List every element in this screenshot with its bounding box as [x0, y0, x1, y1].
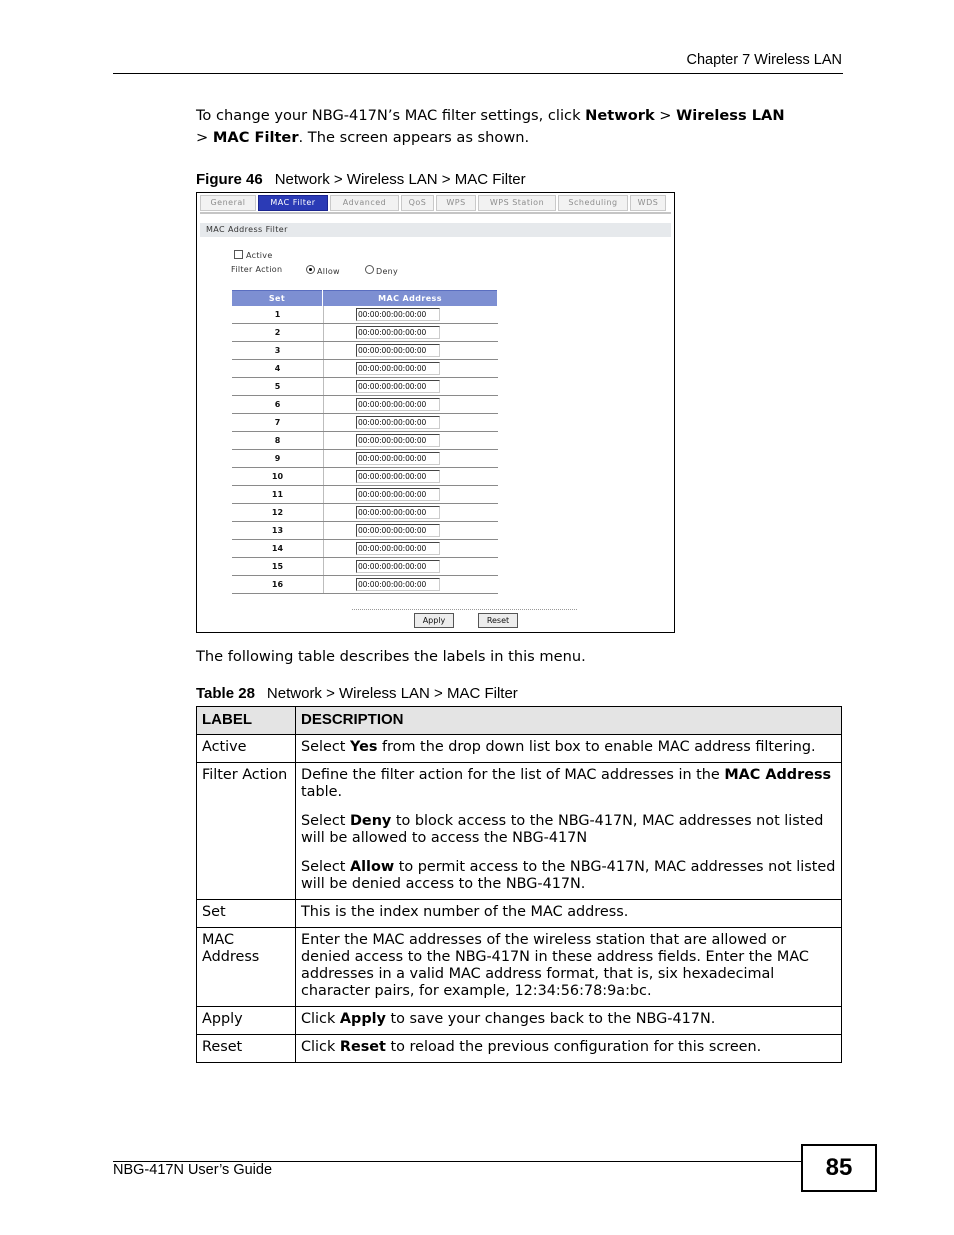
table-row: [232, 522, 498, 540]
mac-address-input[interactable]: 00:00:00:00:00:00: [356, 380, 440, 393]
desc-bold: Yes: [349, 739, 378, 755]
active-checkbox[interactable]: [234, 250, 243, 259]
desc-text: table.: [301, 784, 343, 800]
active-label: Active: [246, 251, 273, 260]
row-description-mac-address: Enter the MAC addresses of the wireless station that are allowed or denied access to the NBG-417N in these address fields. Enter the MAC addresses in a valid MAC address format, that is, six hexadecimal character pairs, for example, 12:34:56:78:9a:bc.: [296, 928, 842, 1007]
set-index: 8: [232, 432, 324, 449]
page-number-box: [801, 1144, 877, 1192]
mac-cell: [324, 414, 498, 431]
desc-paragraph: [301, 767, 836, 801]
table-row: [232, 342, 498, 360]
desc-text: to permit access to the NBG-417N, MAC addresses not listed will be denied access to the NBG-417N.: [301, 859, 836, 892]
mac-address-input[interactable]: 00:00:00:00:00:00: [356, 524, 440, 537]
mac-cell: [324, 558, 498, 575]
mac-column-header: MAC Address: [323, 290, 497, 306]
filter-action-label: Filter Action: [231, 265, 283, 274]
table-row: [232, 324, 498, 342]
set-index: 1: [232, 306, 324, 323]
row-label-reset: Reset: [197, 1035, 296, 1063]
figure-caption: [196, 171, 526, 188]
mac-address-input[interactable]: 00:00:00:00:00:00: [356, 488, 440, 501]
tab-general[interactable]: General: [200, 195, 256, 211]
page-number: 85: [825, 1154, 853, 1181]
mac-cell: [324, 360, 498, 377]
table-row: [232, 504, 498, 522]
section-header: [200, 223, 671, 237]
row-description-filter-action: [296, 763, 842, 900]
mac-cell: [324, 342, 498, 359]
set-index: 7: [232, 414, 324, 431]
table-row: [197, 1007, 842, 1035]
mac-address-input[interactable]: 00:00:00:00:00:00: [356, 344, 440, 357]
mac-cell: [324, 540, 498, 557]
label-description-table: [196, 706, 842, 1063]
mac-cell: [324, 396, 498, 413]
table-row: [232, 450, 498, 468]
desc-paragraph: [301, 813, 836, 847]
desc-text: Select: [301, 739, 350, 755]
figure-number: Figure 46: [196, 171, 263, 188]
mac-address-input[interactable]: 00:00:00:00:00:00: [356, 506, 440, 519]
label-header: LABEL: [197, 707, 296, 735]
intro-text-1: To change your NBG-417N’s MAC filter settings, click: [196, 107, 586, 124]
set-index: 5: [232, 378, 324, 395]
desc-bold: Reset: [339, 1039, 386, 1055]
mac-cell: [324, 450, 498, 467]
mac-cell: [324, 504, 498, 521]
table-row: [232, 360, 498, 378]
section-title: MAC Address Filter: [206, 225, 288, 234]
table-row: [232, 396, 498, 414]
mac-table-body: [232, 306, 498, 594]
header-divider: [113, 73, 843, 74]
row-label-active: Active: [197, 735, 296, 763]
tab-mac-filter[interactable]: MAC Filter: [258, 195, 328, 211]
set-index: 15: [232, 558, 324, 575]
deny-radio[interactable]: [365, 265, 374, 274]
desc-text: Click: [301, 1039, 340, 1055]
desc-bold: MAC Address: [724, 767, 832, 783]
mac-address-input[interactable]: 00:00:00:00:00:00: [356, 362, 440, 375]
mac-cell: [324, 432, 498, 449]
mac-address-input[interactable]: 00:00:00:00:00:00: [356, 326, 440, 339]
row-label-filter-action: Filter Action: [197, 763, 296, 900]
mac-address-input[interactable]: 00:00:00:00:00:00: [356, 542, 440, 555]
apply-button[interactable]: Apply: [414, 613, 454, 628]
chapter-title: Chapter 7 Wireless LAN: [686, 52, 842, 68]
row-description-active: [296, 735, 842, 763]
deny-label: Deny: [376, 267, 399, 276]
description-header: DESCRIPTION: [296, 707, 842, 735]
row-description-apply: [296, 1007, 842, 1035]
table-row: [197, 1035, 842, 1063]
table-row: [197, 763, 842, 900]
mac-address-input[interactable]: 00:00:00:00:00:00: [356, 470, 440, 483]
set-index: 6: [232, 396, 324, 413]
allow-label: Allow: [317, 267, 340, 276]
intro-paragraph: [196, 105, 846, 149]
table-row: [232, 540, 498, 558]
table-row: [232, 414, 498, 432]
tab-wps-station[interactable]: WPS Station: [478, 195, 556, 211]
table-row: [197, 735, 842, 763]
row-label-apply: Apply: [197, 1007, 296, 1035]
table-caption: [196, 685, 518, 702]
set-column-header: Set: [232, 290, 322, 306]
set-index: 4: [232, 360, 324, 377]
reset-button[interactable]: Reset: [478, 613, 518, 628]
intro-sep-2: >: [196, 129, 213, 146]
mac-cell: [324, 486, 498, 503]
tab-bar: [200, 195, 671, 211]
guide-name: NBG-417N User’s Guide: [113, 1162, 273, 1178]
mac-address-table: [232, 290, 498, 594]
allow-radio[interactable]: [306, 265, 315, 274]
row-label-set: Set: [197, 900, 296, 928]
table-row: [232, 306, 498, 324]
intro-bold-mac-filter: MAC Filter: [212, 129, 299, 146]
desc-text: to reload the previous configuration for this screen.: [385, 1039, 762, 1055]
table-row: [232, 558, 498, 576]
mac-address-input[interactable]: 00:00:00:00:00:00: [356, 560, 440, 573]
set-index: 11: [232, 486, 324, 503]
tab-qos[interactable]: QoS: [401, 195, 434, 211]
figure-title: Network > Wireless LAN > MAC Filter: [274, 171, 526, 188]
mac-cell: [324, 522, 498, 539]
desc-text: Select: [301, 859, 350, 875]
tab-scheduling[interactable]: Scheduling: [558, 195, 628, 211]
table-title: Network > Wireless LAN > MAC Filter: [266, 685, 518, 702]
row-label-mac-address: MAC Address: [197, 928, 296, 1007]
tab-advanced[interactable]: Advanced: [330, 195, 399, 211]
desc-text: to save your changes back to the NBG-417N.: [385, 1011, 716, 1027]
button-divider: [352, 609, 577, 610]
mac-address-input[interactable]: 00:00:00:00:00:00: [356, 416, 440, 429]
intro-sep-1: >: [654, 107, 677, 124]
table-row: [232, 486, 498, 504]
set-index: 16: [232, 576, 324, 593]
desc-text: Select: [301, 813, 350, 829]
table-row: [232, 432, 498, 450]
table-row: [232, 378, 498, 396]
desc-text: to block access to the NBG-417N, MAC addresses not listed will be allowed to access the NBG-417N: [301, 813, 824, 846]
intro-bold-network: Network: [585, 107, 655, 124]
mac-address-input[interactable]: 00:00:00:00:00:00: [356, 452, 440, 465]
desc-text: Define the filter action for the list of MAC addresses in the: [301, 767, 725, 783]
set-index: 14: [232, 540, 324, 557]
mac-table-header: [232, 290, 498, 306]
table-header-row: [197, 707, 842, 735]
tab-wps[interactable]: WPS: [436, 195, 476, 211]
desc-bold: Apply: [339, 1011, 386, 1027]
tab-wds[interactable]: WDS: [630, 195, 666, 211]
table-number: Table 28: [196, 685, 255, 702]
set-index: 13: [232, 522, 324, 539]
table-row: [232, 576, 498, 594]
mac-cell: [324, 306, 498, 323]
mac-cell: [324, 378, 498, 395]
mac-address-input[interactable]: 00:00:00:00:00:00: [356, 308, 440, 321]
desc-paragraph: [301, 859, 836, 893]
mac-filter-screenshot: [196, 192, 675, 633]
desc-text: from the drop down list box to enable MAC address filtering.: [377, 739, 816, 755]
desc-text: Click: [301, 1011, 340, 1027]
mac-address-input[interactable]: 00:00:00:00:00:00: [356, 578, 440, 591]
set-index: 10: [232, 468, 324, 485]
mac-address-input[interactable]: 00:00:00:00:00:00: [356, 398, 440, 411]
intro-text-2: . The screen appears as shown.: [298, 129, 530, 146]
set-index: 9: [232, 450, 324, 467]
table-row: [232, 468, 498, 486]
set-index: 12: [232, 504, 324, 521]
table-intro-text: The following table describes the labels in this menu.: [196, 648, 586, 665]
mac-cell: [324, 324, 498, 341]
desc-bold: Allow: [349, 859, 395, 875]
mac-cell: [324, 468, 498, 485]
set-index: 3: [232, 342, 324, 359]
set-index: 2: [232, 324, 324, 341]
row-description-set: This is the index number of the MAC address.: [296, 900, 842, 928]
row-description-reset: [296, 1035, 842, 1063]
table-row: [197, 900, 842, 928]
tab-underline: [200, 212, 671, 214]
table-row: [197, 928, 842, 1007]
mac-cell: [324, 576, 498, 593]
desc-bold: Deny: [349, 813, 392, 829]
mac-address-input[interactable]: 00:00:00:00:00:00: [356, 434, 440, 447]
intro-bold-wireless-lan: Wireless LAN: [676, 107, 785, 124]
